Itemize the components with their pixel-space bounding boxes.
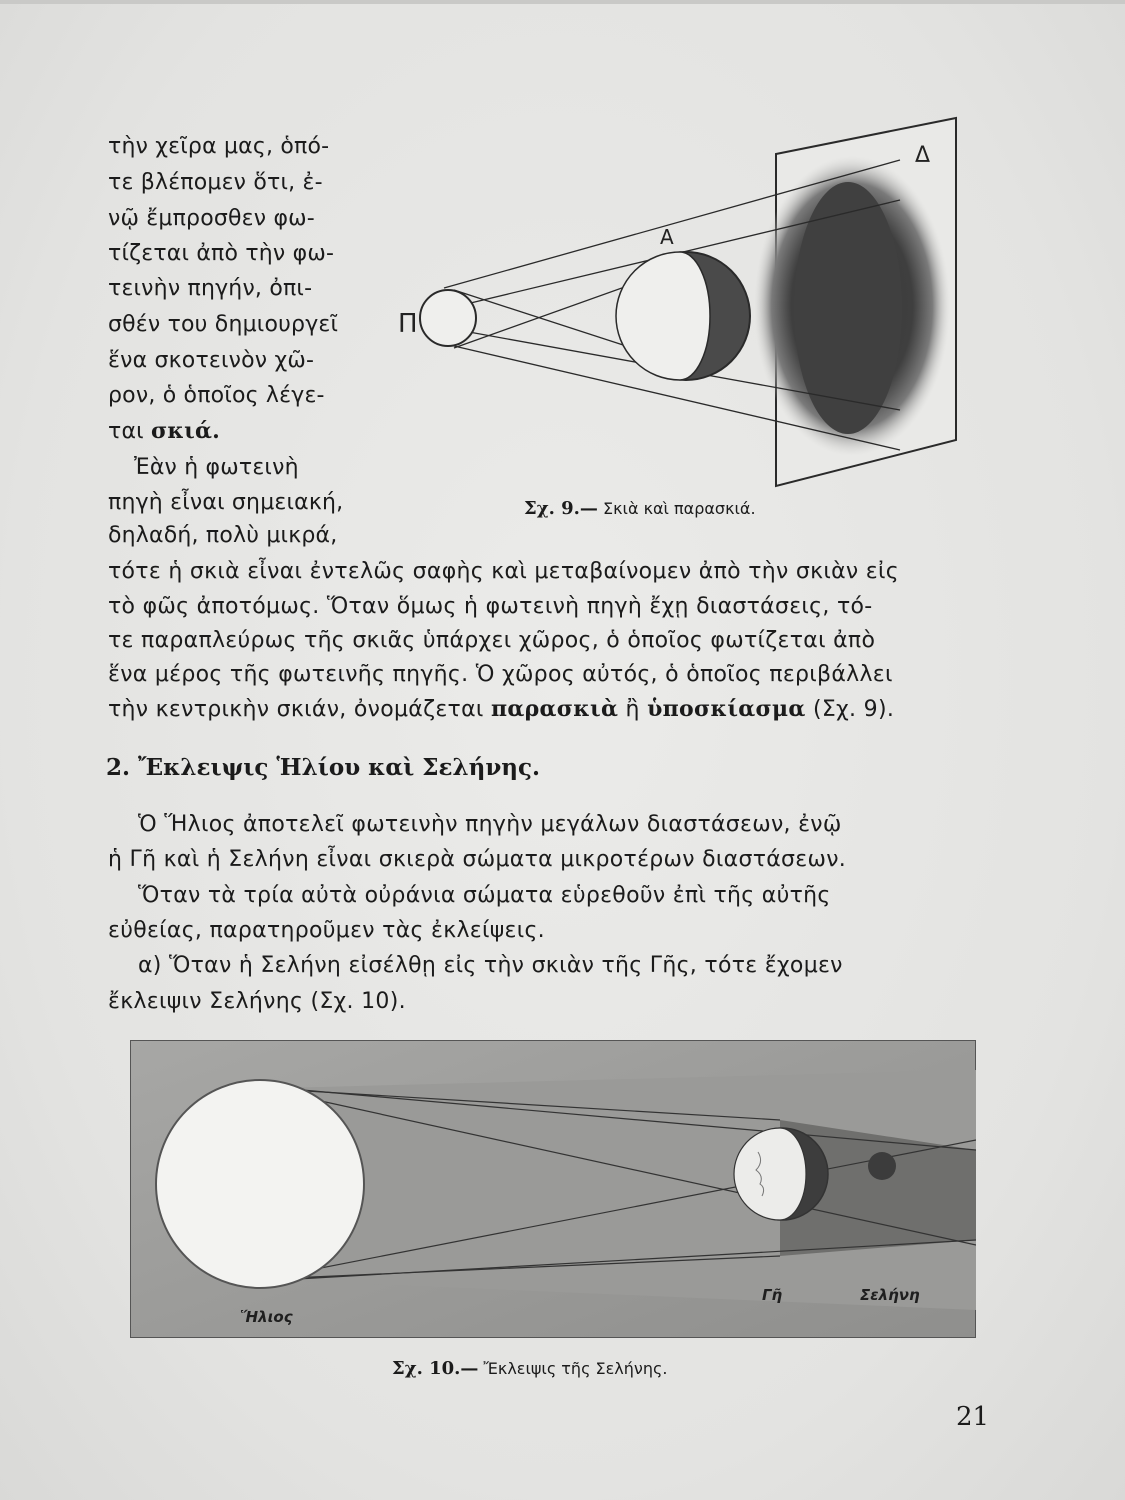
caption-text: Ἔκλειψις τῆς Σελήνης. bbox=[483, 1359, 668, 1378]
text-line: ἕνα σκοτεινὸν χῶ- bbox=[108, 348, 315, 373]
caption-text: Σκιὰ καὶ παρασκιά. bbox=[602, 499, 756, 518]
page-number: 21 bbox=[956, 1402, 990, 1432]
text-line: Ἐὰν ἡ φωτεινὴ bbox=[134, 455, 299, 480]
term-hyposkiasma: ὑποσκίασμα bbox=[647, 696, 806, 722]
text-line: σθέν του δημιουργεῖ bbox=[108, 312, 339, 337]
text-line: Ὁ Ἥλιος ἀποτελεῖ φωτεινὴν πηγὴν μεγάλων διαστάσεων, ἐνῷ bbox=[138, 812, 842, 837]
text-line: τε παραπλεύρως τῆς σκιᾶς ὑπάρχει χῶρος, ὁ ὁποῖος φωτίζεται ἀπὸ bbox=[108, 628, 876, 653]
figure-10-lunar-eclipse-diagram bbox=[130, 1040, 976, 1338]
text-fragment: ἢ bbox=[618, 697, 648, 722]
page-top-edge bbox=[0, 0, 1125, 4]
text-line: Ὅταν τὰ τρία αὐτὰ οὐράνια σώματα εὑρεθοῦν ἐπὶ τῆς αὐτῆς bbox=[138, 883, 831, 908]
figure-9-caption bbox=[524, 498, 756, 519]
sun-disc bbox=[156, 1080, 364, 1288]
text-line: ρον, ὁ ὁποῖος λέγε- bbox=[108, 383, 325, 408]
caption-number: Σχ. 9.— bbox=[524, 498, 598, 519]
label-moon: Σελήνη bbox=[860, 1286, 920, 1304]
text-line: δηλαδή, πολὺ μικρά, bbox=[108, 523, 338, 548]
figure-10-caption bbox=[392, 1358, 667, 1379]
umbra-region bbox=[794, 182, 902, 434]
term-skia: σκιά. bbox=[151, 418, 220, 444]
caption-number: Σχ. 10.— bbox=[392, 1358, 479, 1379]
light-source bbox=[420, 290, 476, 346]
section-heading: 2. Ἔκλειψις Ἡλίου καὶ Σελήνης. bbox=[106, 754, 541, 781]
figure-9-shadow-diagram bbox=[380, 110, 980, 490]
label-screen: Δ bbox=[915, 143, 931, 168]
text-line: τότε ἡ σκιὰ εἶναι ἐντελῶς σαφὴς καὶ μεταβαίνομεν ἀπὸ τὴν σκιὰν εἰς bbox=[108, 559, 899, 584]
term-paraskia: παρασκιὰ bbox=[490, 696, 619, 722]
text-line: πηγὴ εἶναι σημειακή, bbox=[108, 490, 344, 515]
text-line: ἡ Γῆ καὶ ἡ Σελήνη εἶναι σκιερὰ σώματα μικροτέρων διαστάσεων. bbox=[108, 847, 847, 872]
label-body: Α bbox=[660, 225, 674, 249]
text-line: τε βλέπομεν ὅτι, ἐ- bbox=[108, 170, 323, 195]
label-source: Π bbox=[398, 309, 418, 339]
text-line: τίζεται ἀπὸ τὴν φω- bbox=[108, 241, 335, 266]
label-sun: Ἥλιος bbox=[240, 1308, 293, 1326]
text-line: τὴν χεῖρα μας, ὁπό- bbox=[108, 134, 330, 159]
text-fragment: ται bbox=[108, 419, 151, 444]
text-line: εὐθείας, παρατηροῦμεν τὰς ἐκλείψεις. bbox=[108, 918, 545, 943]
text-line: τὸ φῶς ἀποτόμως. Ὅταν ὅμως ἡ φωτεινὴ πηγὴ ἔχῃ διαστάσεις, τό- bbox=[108, 594, 873, 619]
text-line: ἔκλειψιν Σελήνης (Σχ. 10). bbox=[108, 989, 406, 1014]
text-fragment: τὴν κεντρικὴν σκιάν, ὀνομάζεται bbox=[108, 697, 491, 722]
text-line bbox=[108, 418, 220, 445]
text-fragment: (Σχ. 9). bbox=[805, 697, 895, 722]
text-line bbox=[108, 696, 894, 723]
text-line: νῷ ἔμπροσθεν φω- bbox=[108, 206, 315, 231]
text-line: τεινὴν πηγήν, ὀπι- bbox=[108, 276, 313, 301]
text-line: α) Ὅταν ἡ Σελήνη εἰσέλθῃ εἰς τὴν σκιὰν τῆς Γῆς, τότε ἔχομεν bbox=[138, 953, 843, 978]
moon-in-shadow bbox=[868, 1152, 896, 1180]
label-earth: Γῆ bbox=[762, 1286, 783, 1304]
text-line: ἕνα μέρος τῆς φωτεινῆς πηγῆς. Ὁ χῶρος αὐτός, ὁ ὁποῖος περιβάλλει bbox=[108, 662, 893, 687]
